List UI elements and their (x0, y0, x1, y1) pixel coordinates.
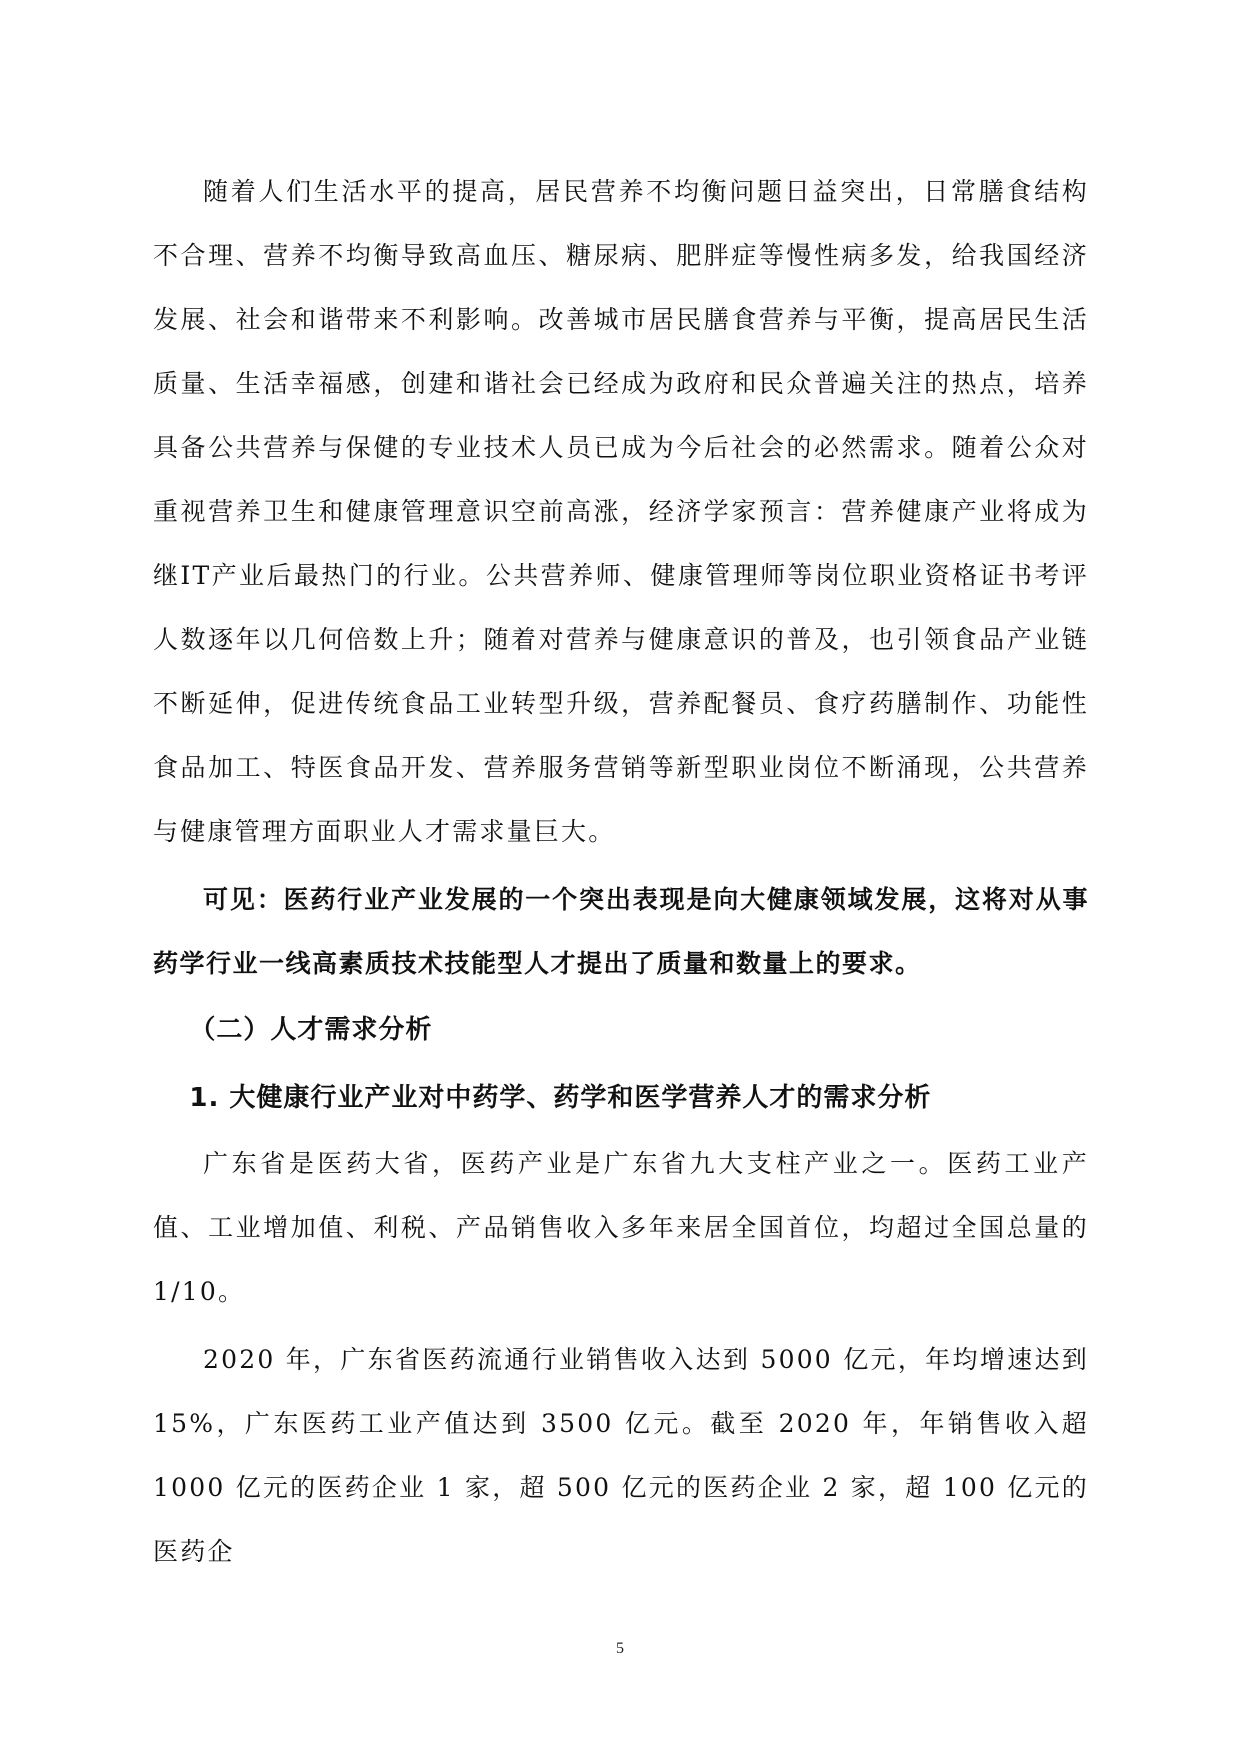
paragraph-conclusion: 可见：医药行业产业发展的一个突出表现是向大健康领域发展，这将对从事药学行业一线高素质技术技能型人才提出了质量和数量上的要求。 (153, 885, 1089, 978)
section-heading: （二）人才需求分析 (189, 1015, 433, 1045)
page-number: 5 (616, 1640, 624, 1657)
paragraph-guangdong: 广东省是医药大省，医药产业是广东省九大支柱产业之一。医药工业产值、工业增加值、利税、产品销售收入多年来居全国首位，均超过全国总量的 1/10。 (153, 1149, 1089, 1306)
paragraph-nutrition: 随着人们生活水平的提高，居民营养不均衡问题日益突出，日常膳食结构不合理、营养不均衡导致高血压、糖尿病、肥胖症等慢性病多发，给我国经济发展、社会和谐带来不利影响。改善城市居民膳食营养与平衡，提高居民生活质量、生活幸福感，创建和谐社会已经成为政府和民众普遍关注的热点，培养具备公共营养与保健的专业技术人员已成为今后社会的必然需求。随着公众对重视营养卫生和健康管理意识空前高涨，经济学家预言：营养健康产业将成为继IT产业后最热门的行业。公共营养师、健康管理师等岗位职业资格证书考评人数逐年以几何倍数上升；随着对营养与健康意识的普及，也引领食品产业链不断延伸，促进传统食品工业转型升级，营养配餐员、食疗药膳制作、功能性食品加工、特医食品开发、营养服务营销等新型职业岗位不断涌现，公共营养与健康管理方面职业人才需求量巨大。 (153, 177, 1089, 846)
paragraph-2020-stats: 2020 年，广东省医药流通行业销售收入达到 5000 亿元，年均增速达到 15%，广东医药工业产值达到 3500 亿元。截至 2020 年，年销售收入超 1000 亿元的医药企业 1 家，超 500 亿元的医药企业 2 家，超 100 亿元的医药企 (153, 1345, 1089, 1566)
subsection-heading: 1. 大健康行业产业对中药学、药学和医学营养人才的需求分析 (189, 1083, 932, 1113)
page-body (153, 160, 1089, 1584)
